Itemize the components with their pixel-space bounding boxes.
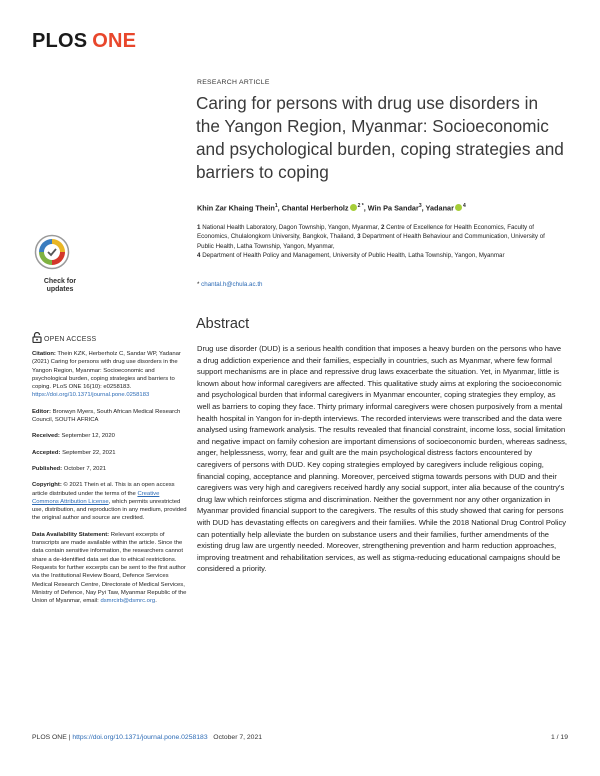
data-availability-block: Data Availability Statement: Relevant excerpts of transcripts are made available within the article. Since the data contain sensitive information, the researchers cannot share a de-identified data set due to ethical restrictions. Requests for further excerpts can be sent to the first author via the Institutional Review Board, Defence Services Medical Research Centre, Directorate of Medical Services, Ministry of Defence, Nay Pyi Taw, Myanmar Republic of the Union of Myanmar, email: dsmrcirb@dsmrc.org.	[32, 531, 187, 605]
author-sup: 3	[418, 203, 422, 209]
footer-doi-link[interactable]: https://doi.org/10.1371/journal.pone.0258183	[72, 734, 208, 741]
page-footer: PLOS ONE | https://doi.org/10.1371/journal.pone.0258183 October 7, 2021 1 / 19	[32, 734, 568, 741]
page-number: 1 / 19	[550, 734, 568, 741]
corresponding-marker: *	[197, 281, 200, 288]
accepted-block: Accepted: September 22, 2021	[32, 449, 116, 456]
footer-date: October 7, 2021	[213, 734, 263, 741]
corresponding-email	[197, 281, 262, 288]
published-block: Published: October 7, 2021	[32, 465, 106, 472]
open-access-badge	[32, 332, 96, 343]
author-name[interactable]: Chantal Herberholz	[281, 203, 349, 213]
open-access-label: OPEN ACCESS	[44, 336, 97, 343]
article-type: RESEARCH ARTICLE	[197, 79, 270, 86]
citation-doi-link[interactable]: https://doi.org/10.1371/journal.pone.0258183	[32, 392, 150, 399]
author-name[interactable]: Win Pa Sandar	[367, 203, 419, 213]
author-name[interactable]: Khin Zar Khaing Thein	[197, 203, 275, 213]
orcid-icon[interactable]	[455, 204, 462, 211]
author-sup: 4	[462, 203, 466, 209]
logo-plos: PLOS	[32, 30, 88, 52]
affiliation-number: 3	[357, 233, 361, 241]
affiliation-text: National Health Laboratory, Dagon Township, Yangon, Myanmar,	[202, 224, 380, 231]
author-sup: 2 *	[357, 203, 364, 209]
copyright-block: Copyright: © 2021 Thein et al. This is an open access article distributed under the terms of the Creative Commons Attribution License, which permits unrestricted use, distribution, and reproduction in any medium, provided the original author and source are credited.	[32, 482, 187, 522]
affiliation-number: 1	[197, 224, 201, 231]
affiliation-number: 2	[380, 224, 385, 231]
orcid-icon[interactable]	[350, 204, 357, 211]
open-lock-icon	[32, 332, 42, 343]
affiliations	[197, 223, 557, 261]
abstract-text: Drug use disorder (DUD) is a serious health condition that imposes a heavy burden on the persons who have a drug addiction experience and their families, especially in countries, such as Myanmar, where few formal support mechanisms are in place and repressive drug laws exacerbate the situation. Yet, in Myanmar, little is known about how informal caregivers are affected. This qualitative study aims at exploring the socioeconomic and psychological burden that informal caregivers in Myanmar encounter, coping strategies they employ, as well as barriers to coping they face. Thirty primary informal caregivers were chosen purposively from a mental health hospital in Yangon for in-depth interviews. The recorded interviews were transcribed and the data were analysed using framework analysis. The results revealed that financial constraint, income loss, social limitation and negative impact on family cohesion are important dimensions of socioeconomic burden, whereas sadness, anger, helplessness, worry, fear and guilt are the main psychological distress factors encountered by caregivers of persons with DUD. Key coping strategies employed by caregivers include religious coping, financial coping, acceptance and planning. Moreover, perceived stigma towards persons with DUD and their caregivers was very high and caregivers received hardly any social support, inter alia because of the country's drug law which reinforces stigma and discrimination. Neither the government nor any other organization in Myanmar provided financial support to the caregivers. The results of this study showed that caring for persons with DUD has devastating effects on caregivers and their families. While the 2018 National Drug Control Policy can potentially help alleviate the burden on substance users and their families, further amendments of the existing drug law are urgently needed. Moreover, strengthening prevention and harm reduction approaches, improving treatment and rehabilitation services, as well as stigma-reducing educational campaigns should be considered a priority.	[197, 344, 568, 574]
author-list: Khin Zar Khaing Thein$^1$, Chantal Herberholz $^{2 *}$, Win Pa Sandar$^3$, Yadanar $^4$	[197, 203, 466, 213]
journal-logo[interactable]	[32, 30, 136, 53]
logo-one: ONE	[92, 30, 137, 52]
affiliation-text: Centre of Excellence for Health Economics, Faculty of Economics, Chulalongkorn University, Bangkok, Thailand,	[197, 224, 535, 241]
check-updates-label: Check for updates	[43, 278, 77, 293]
affiliation-number: 4	[197, 252, 201, 260]
author-name[interactable]: Yadanar	[425, 203, 454, 213]
license-link[interactable]: Creative Commons Attribution License	[32, 490, 160, 505]
article-title: Caring for persons with drug use disorders in the Yangon Region, Myanmar: Socioeconomic and psychological burden, coping strategies and barriers to coping	[196, 93, 564, 182]
citation-block: Citation: Thein KZK, Herberholz C, Sandar WP, Yadanar (2021) Caring for persons with drug use disorders in the Yangon Region, Myanmar: Socioeconomic and psychological burden, coping strategies and barriers to coping. PLoS ONE 16(10): e0258183. https://doi.org/10.1371/journal.pone.0258183	[32, 351, 181, 399]
check-for-updates-button[interactable]	[34, 234, 86, 294]
affiliation-text: Department of Health Policy and Management, University of Public Health, Latha Township, Yangon, Myanmar	[202, 252, 505, 260]
footer-journal: PLOS ONE	[32, 734, 67, 741]
check-updates-icon	[34, 234, 70, 270]
affiliation-text: Department of Health Behaviour and Communication, University of Public Health, Latha Township, Yangon, Myanmar,	[197, 233, 545, 250]
abstract-heading: Abstract	[196, 316, 250, 332]
article-metadata-sidebar	[32, 350, 187, 613]
editor-block: Editor: Bronwyn Myers, South African Medical Research Council, SOUTH AFRICA	[32, 408, 181, 424]
author-sup: 1	[274, 203, 278, 209]
data-email-link[interactable]: dsmrcirb@dsmrc.org	[100, 598, 156, 605]
email-link[interactable]: chantal.h@chula.ac.th	[201, 281, 263, 288]
received-block: Received: September 12, 2020	[32, 433, 115, 440]
